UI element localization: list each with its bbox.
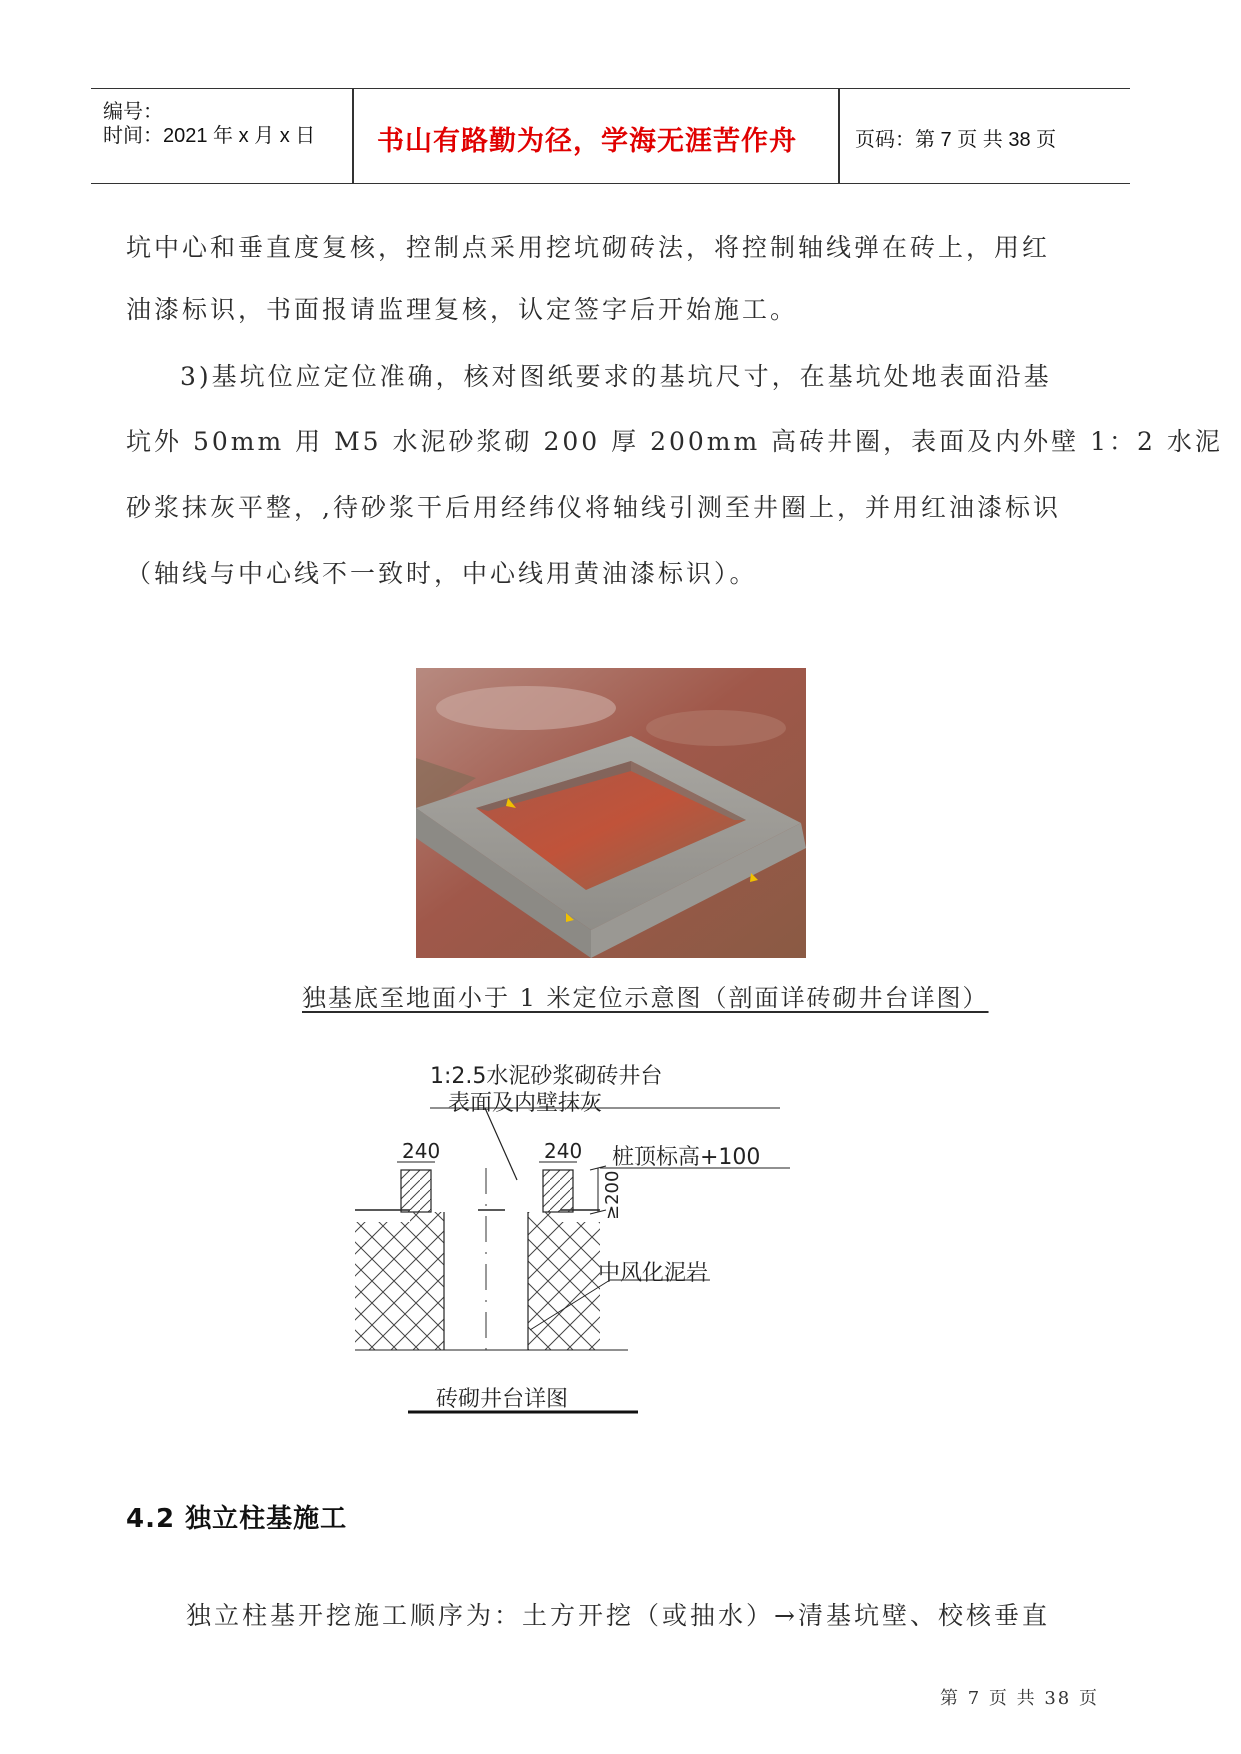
left-brick-wall (401, 1170, 431, 1212)
body-line-6: （轴线与中心线不一致时，中心线用黄油漆标识）。 (126, 559, 758, 588)
body-line-3: 3)基坑位应定位准确，核对图纸要求的基坑尺寸，在基坑处地表面沿基 (180, 362, 1052, 391)
header-divider (838, 89, 840, 183)
body-line-4: 坑外 50mm 用 M5 水泥砂浆砌 200 厚 200mm 高砖井圈，表面及内外壁 1：2 水泥 (126, 427, 1223, 456)
leader-line (485, 1108, 517, 1180)
section-heading: 4.2 独立柱基施工 (126, 1504, 348, 1534)
body-line-2: 油漆标识，书面报请监理复核，认定签字后开始施工。 (126, 295, 799, 324)
header-motto: 书山有路勤为径，学海无涯苦作舟 (377, 126, 797, 157)
brick-well-detail-diagram (350, 1050, 790, 1420)
body-line-5: 砂浆抹灰平整，,待砂浆干后用经纬仪将轴线引测至井圈上，并用红油漆标识 (126, 493, 1061, 522)
header-number-label: 编号： (103, 101, 163, 123)
page-footer: 第 7 页 共 38 页 (940, 1688, 1099, 1709)
label-mortar-line2: 表面及内壁抹灰 (448, 1091, 603, 1116)
section-paragraph: 独立柱基开挖施工顺序为：土方开挖（或抽水）→清基坑壁、校核垂直 (186, 1601, 1050, 1630)
header-time-label: 时间：2021 年 x 月 x 日 (103, 125, 316, 147)
label-mortar-line1: 1:2.5水泥砂浆砌砖井台 (430, 1064, 663, 1089)
dim-label-height: ≥200 (602, 1170, 623, 1220)
right-brick-wall (543, 1170, 573, 1212)
body-line-1: 坑中心和垂直度复核，控制点采用挖坑砌砖法，将控制轴线弹在砖上，用红 (126, 233, 1051, 262)
header-page-info: 页码：第 7 页 共 38 页 (855, 129, 1057, 151)
header-divider (352, 89, 354, 183)
diagram-title: 砖砌井台详图 (436, 1387, 569, 1412)
rock-hatch-right (528, 1212, 600, 1350)
dim-label-right: 240 (544, 1139, 583, 1163)
rock-hatch-left (355, 1212, 444, 1350)
label-pile-top: 桩顶标高+100 (612, 1145, 761, 1170)
photo-brick-well-ring (416, 668, 806, 958)
label-rock: 中风化泥岩 (598, 1261, 709, 1286)
dim-label-left: 240 (402, 1139, 441, 1163)
figure-caption: 独基底至地面小于 1 米定位示意图（剖面详砖砌井台详图） (302, 984, 989, 1012)
header-table (91, 88, 1130, 184)
